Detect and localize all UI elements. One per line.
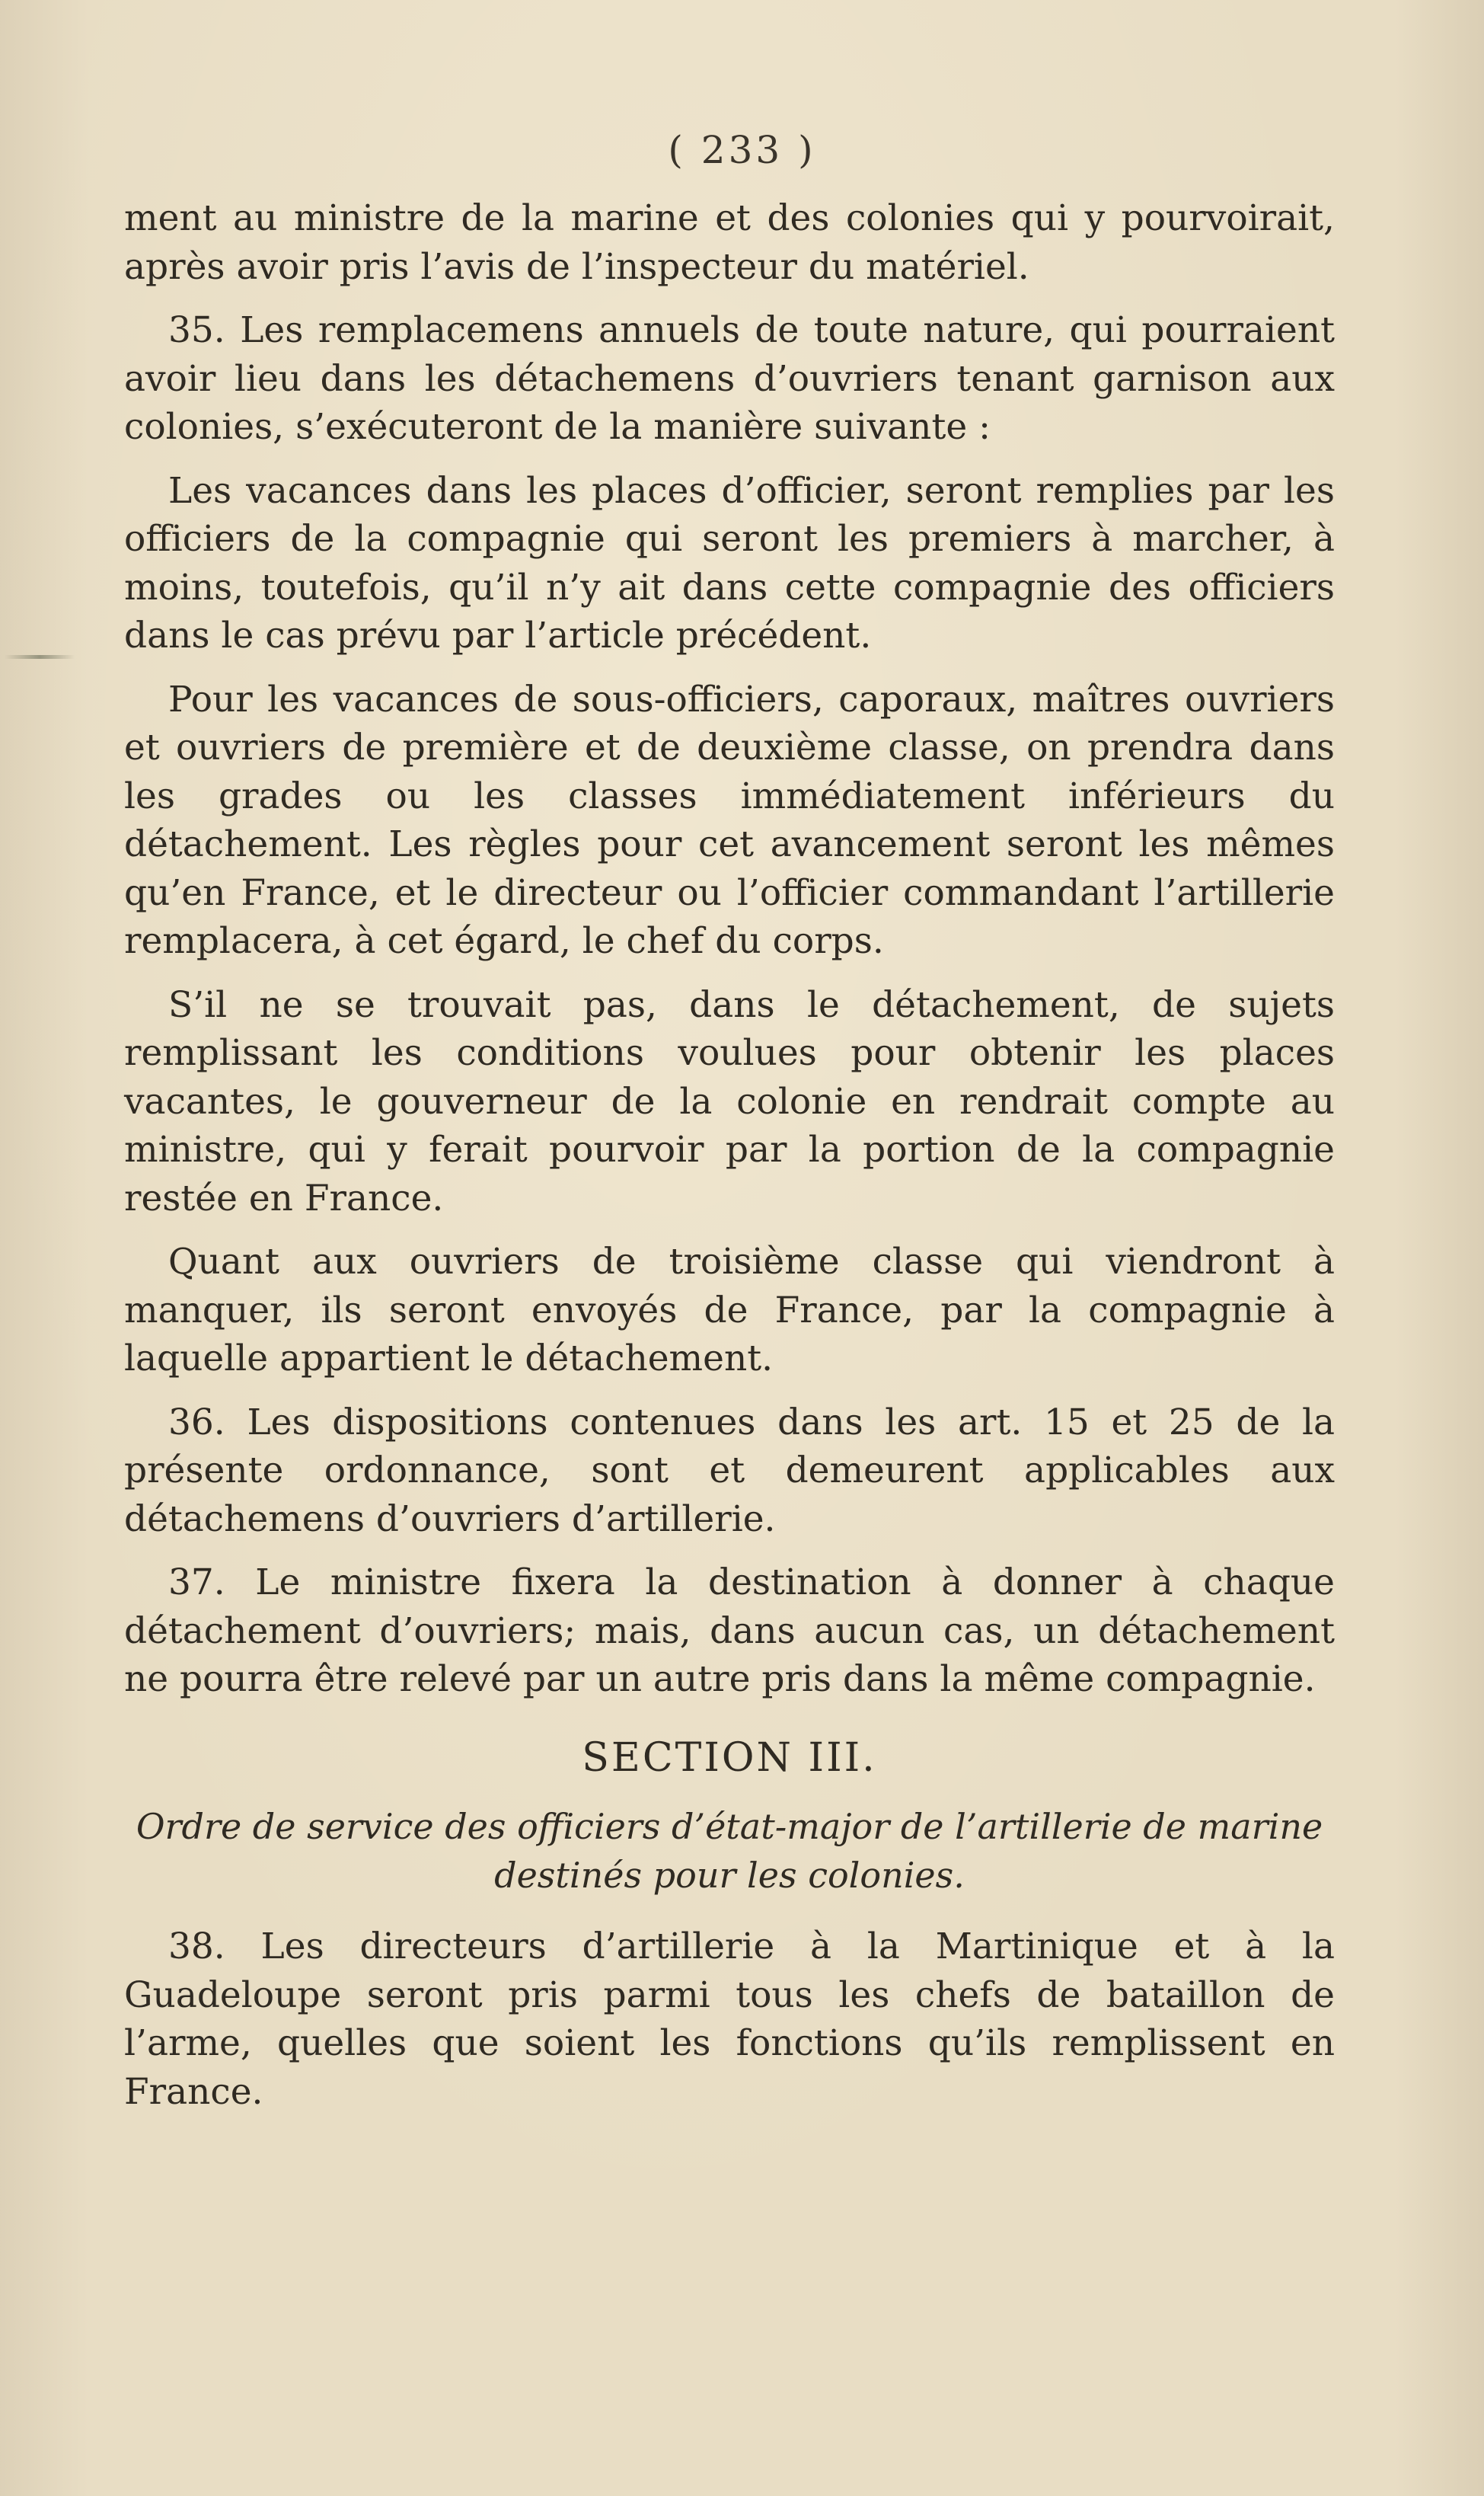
article-35: 35. Les remplacemens annuels de toute nature, qui pourraient avoir lieu dans les détachemens d’ouvriers tenant garnison aux colonies, s’exécuteront de la manière suivante : bbox=[124, 309, 1335, 448]
article-37: 37. Le ministre fixera la destination à donner à chaque détachement d’ouvriers; mais, dans aucun cas, un détachement ne pourra être relevé par un autre pris dans la même compagnie. bbox=[124, 1561, 1335, 1700]
paragraph-third-class-workers: Quant aux ouvriers de troisième classe qui viendront à manquer, ils seront envoyés de France, par la compagnie à laquelle appartient le détachement. bbox=[124, 1241, 1335, 1379]
margin-ink-mark bbox=[5, 655, 75, 659]
paragraph-no-suitable-subjects: S’il ne se trouvait pas, dans le détachement, de sujets remplissant les conditions voulues pour obtenir les places vacantes, le gouverneur de la colonie en rendrait compte au ministre, qui y ferait pourvoir par la portion de la compagnie restée en France. bbox=[124, 983, 1335, 1219]
body-text bbox=[124, 194, 1335, 2131]
section-heading: SECTION III. bbox=[582, 1734, 877, 1781]
paragraph-nco-vacancies: Pour les vacances de sous-officiers, caporaux, maîtres ouvriers et ouvriers de première et de deuxième classe, on prendra dans les grades ou les classes immédiatement inférieurs du détachement. Les règles pour cet avancement seront les mêmes qu’en France, et le directeur ou l’officier commandant l’artillerie remplacera, à cet égard, le chef du corps. bbox=[124, 678, 1335, 962]
section-subtitle: Ordre de service des officiers d’état-major de l’artillerie de marine destinés pour les colonies. bbox=[136, 1806, 1323, 1896]
article-38: 38. Les directeurs d’artillerie à la Martinique et à la Guadeloupe seront pris parmi tous les chefs de bataillon de l’arme, quelles que soient les fonctions qu’ils remplissent en France. bbox=[124, 1926, 1335, 2113]
article-36: 36. Les dispositions contenues dans les art. 15 et 25 de la présente ordonnance, sont et demeurent applicables aux détachemens d’ouvriers d’artillerie. bbox=[124, 1401, 1335, 1540]
page-number: ( 233 ) bbox=[668, 128, 816, 172]
paragraph-continuation: ment au ministre de la marine et des colonies qui y pourvoirait, après avoir pris l’avis de l’inspecteur du matériel. bbox=[124, 197, 1335, 288]
paragraph-officer-vacancies: Les vacances dans les places d’officier, seront remplies par les officiers de la compagnie qui seront les premiers à marcher, à moins, toutefois, qu’il n’y ait dans cette compagnie des officiers dans le cas prévu par l’article précédent. bbox=[124, 469, 1335, 657]
